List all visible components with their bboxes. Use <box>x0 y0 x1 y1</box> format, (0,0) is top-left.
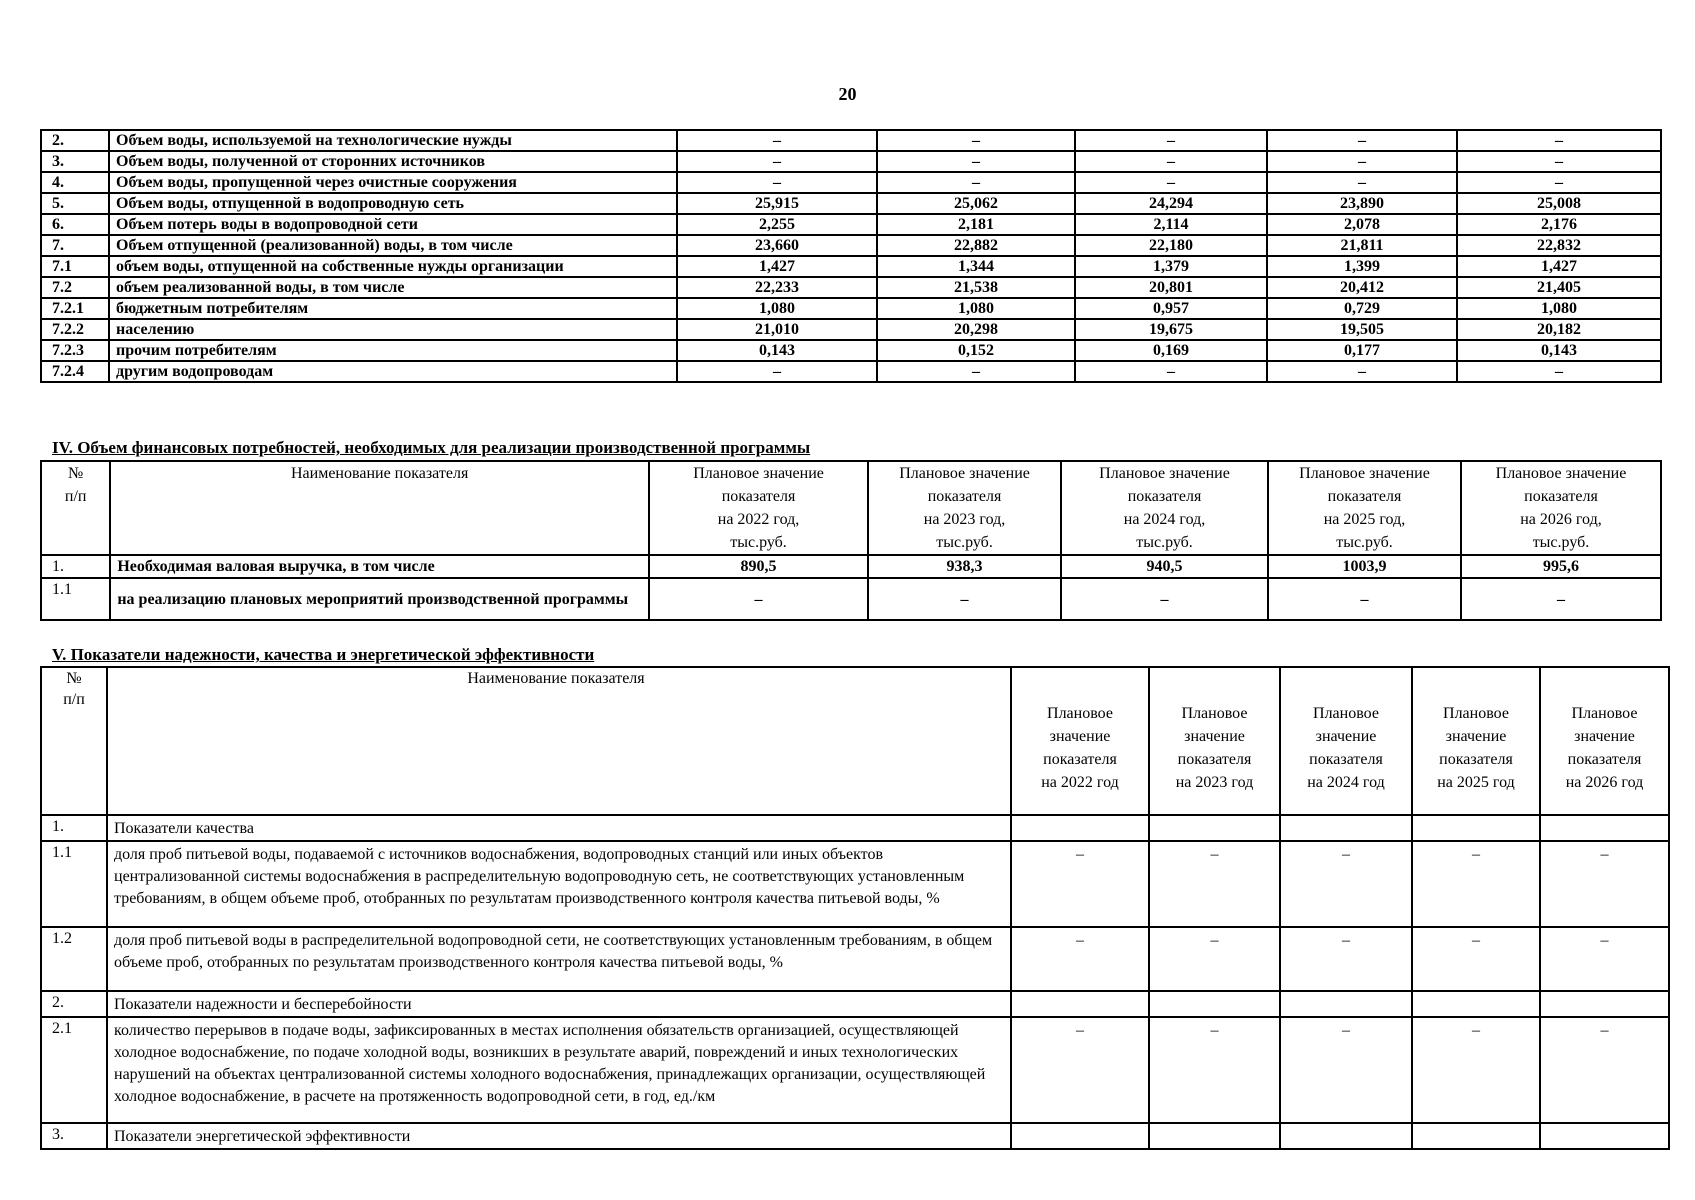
row-name: Объем потерь воды в водопроводной сети <box>109 214 677 235</box>
table-row <box>41 151 1661 172</box>
row-name: бюджетным потребителям <box>109 298 677 319</box>
row-num: 5. <box>41 193 109 214</box>
row-value: – <box>1075 172 1267 193</box>
row-num: 2.1 <box>41 1017 107 1123</box>
reliability-indicators-table <box>40 666 1670 1150</box>
header-year: Плановое значение показателя на 2026 год <box>1540 667 1669 815</box>
row-value: – <box>1268 578 1461 620</box>
row-value: – <box>677 172 877 193</box>
row-value <box>1412 991 1540 1017</box>
table-row <box>41 298 1661 319</box>
table-row <box>41 256 1661 277</box>
page-number: 20 <box>838 84 857 104</box>
header-num: № п/п <box>41 461 110 555</box>
row-num: 2. <box>41 991 107 1017</box>
row-value <box>1149 1123 1280 1149</box>
row-value: 2,255 <box>677 214 877 235</box>
row-value <box>1011 815 1149 841</box>
row-value: – <box>1540 927 1669 991</box>
row-value: 20,801 <box>1075 277 1267 298</box>
row-value: 0,143 <box>677 340 877 361</box>
table-row <box>41 927 1669 991</box>
row-name: количество перерывов в подаче воды, зафиксированных в местах исполнения обязательств организацией, осуществляющей холодное водоснабжение, по подаче холодной воды, возникших в результате аварий, повреждений и иных технологических нарушений на объектах централизованной системы холодного водоснабжения, принадлежащих организации, осуществляющей холодное водоснабжение, в расчете на протяженность водопроводной сети, в год, ед./км <box>107 1017 1011 1123</box>
row-value <box>1412 815 1540 841</box>
table-row <box>41 361 1661 382</box>
table-row <box>41 214 1661 235</box>
header-year: Плановое значение показателя на 2024 год <box>1280 667 1412 815</box>
table-row <box>41 578 1661 620</box>
section-iv-title: IV. Объем финансовых потребностей, необходимых для реализации производственной программы <box>52 438 811 457</box>
table-row <box>41 841 1669 927</box>
table-row <box>41 815 1669 841</box>
row-value <box>1540 1123 1669 1149</box>
header-num: № п/п <box>41 667 107 815</box>
row-name: доля проб питьевой воды, подаваемой с источников водоснабжения, водопроводных станций или иных объектов централизованной системы водоснабжения в распределительную водопроводную сеть, не соответствующих установленным требованиям, в общем объеме проб, отобранных по результатам производственного контроля качества питьевой воды, % <box>107 841 1011 927</box>
row-value: – <box>677 151 877 172</box>
financial-needs-table <box>40 460 1662 621</box>
row-num: 7.2.4 <box>41 361 109 382</box>
row-value: 21,405 <box>1457 277 1661 298</box>
row-name: Объем воды, пропущенной через очистные сооружения <box>109 172 677 193</box>
header-year: Плановое значение показателя на 2022 год, тыс.руб. <box>649 461 868 555</box>
row-num: 1. <box>41 555 110 578</box>
row-value: – <box>1075 361 1267 382</box>
row-value: 21,811 <box>1267 235 1457 256</box>
row-name: объем воды, отпущенной на собственные нужды организации <box>109 256 677 277</box>
row-value: – <box>1412 1017 1540 1123</box>
row-value: – <box>1457 151 1661 172</box>
row-value: 1,080 <box>877 298 1075 319</box>
row-value <box>1011 991 1149 1017</box>
row-name: Объем воды, полученной от сторонних источников <box>109 151 677 172</box>
row-name: Объем воды, отпущенной в водопроводную сеть <box>109 193 677 214</box>
row-value: 24,294 <box>1075 193 1267 214</box>
row-num: 1. <box>41 815 107 841</box>
row-value: 20,182 <box>1457 319 1661 340</box>
row-name: Объем отпущенной (реализованной) воды, в том числе <box>109 235 677 256</box>
table-row <box>41 235 1661 256</box>
row-value <box>1280 991 1412 1017</box>
row-value: – <box>877 151 1075 172</box>
row-value: 995,6 <box>1461 555 1661 578</box>
row-value: 22,180 <box>1075 235 1267 256</box>
row-value: – <box>649 578 868 620</box>
row-value: 19,505 <box>1267 319 1457 340</box>
row-value: 20,298 <box>877 319 1075 340</box>
row-value: – <box>1075 130 1267 151</box>
table-row <box>41 340 1661 361</box>
row-value: 22,832 <box>1457 235 1661 256</box>
row-value: – <box>1267 172 1457 193</box>
row-value: 0,729 <box>1267 298 1457 319</box>
row-value: 25,915 <box>677 193 877 214</box>
table-row <box>41 277 1661 298</box>
header-year: Плановое значение показателя на 2022 год <box>1011 667 1149 815</box>
row-name: другим водопроводам <box>109 361 677 382</box>
row-name: доля проб питьевой воды в распределительной водопроводной сети, не соответствующих установленным требованиям, в общем объеме проб, отобранных по результатам производственного контроля качества питьевой воды, % <box>107 927 1011 991</box>
row-value: 940,5 <box>1061 555 1268 578</box>
row-value: – <box>1061 578 1268 620</box>
row-value: – <box>1075 151 1267 172</box>
row-value: 22,882 <box>877 235 1075 256</box>
row-name: Показатели энергетической эффективности <box>107 1123 1011 1149</box>
row-value: – <box>877 361 1075 382</box>
row-value: 2,114 <box>1075 214 1267 235</box>
row-num: 7.1 <box>41 256 109 277</box>
row-num: 1.1 <box>41 578 110 620</box>
table-header-row <box>41 667 1669 815</box>
row-value: 1,427 <box>1457 256 1661 277</box>
row-value: 0,169 <box>1075 340 1267 361</box>
row-num: 7.2 <box>41 277 109 298</box>
table-row <box>41 1017 1669 1123</box>
row-name: объем реализованной воды, в том числе <box>109 277 677 298</box>
row-value: – <box>1412 841 1540 927</box>
row-value: 19,675 <box>1075 319 1267 340</box>
row-value: – <box>1267 151 1457 172</box>
row-name: Показатели качества <box>107 815 1011 841</box>
row-name: Показатели надежности и бесперебойности <box>107 991 1011 1017</box>
row-value: 2,181 <box>877 214 1075 235</box>
row-value: 890,5 <box>649 555 868 578</box>
row-value: – <box>877 130 1075 151</box>
row-value: 1,080 <box>1457 298 1661 319</box>
row-num: 7.2.2 <box>41 319 109 340</box>
header-year: Плановое значение показателя на 2024 год, тыс.руб. <box>1061 461 1268 555</box>
row-name: Объем воды, используемой на технологические нужды <box>109 130 677 151</box>
row-value: – <box>1280 1017 1412 1123</box>
header-name: Наименование показателя <box>110 461 649 555</box>
row-value: 0,143 <box>1457 340 1661 361</box>
header-year: Плановое значение показателя на 2023 год, тыс.руб. <box>868 461 1061 555</box>
row-value: – <box>1412 927 1540 991</box>
row-value: 2,078 <box>1267 214 1457 235</box>
row-value <box>1280 815 1412 841</box>
row-value: – <box>1267 361 1457 382</box>
row-num: 6. <box>41 214 109 235</box>
row-num: 3. <box>41 151 109 172</box>
row-value: 23,660 <box>677 235 877 256</box>
table-row <box>41 319 1661 340</box>
row-num: 7.2.3 <box>41 340 109 361</box>
row-value: 22,233 <box>677 277 877 298</box>
row-value: 25,062 <box>877 193 1075 214</box>
row-value: – <box>1540 1017 1669 1123</box>
row-name: на реализацию плановых мероприятий производственной программы <box>110 578 649 620</box>
row-value <box>1149 991 1280 1017</box>
row-value: – <box>877 172 1075 193</box>
row-num: 7.2.1 <box>41 298 109 319</box>
row-num: 7. <box>41 235 109 256</box>
row-num: 3. <box>41 1123 107 1149</box>
row-value: 0,152 <box>877 340 1075 361</box>
row-value: – <box>868 578 1061 620</box>
row-value: 20,412 <box>1267 277 1457 298</box>
row-value: – <box>1461 578 1661 620</box>
row-value: 0,177 <box>1267 340 1457 361</box>
row-value: 21,538 <box>877 277 1075 298</box>
header-year: Плановое значение показателя на 2025 год, тыс.руб. <box>1268 461 1461 555</box>
row-value: 23,890 <box>1267 193 1457 214</box>
header-year: Плановое значение показателя на 2026 год, тыс.руб. <box>1461 461 1661 555</box>
section-v-title: V. Показатели надежности, качества и энергетической эффективности <box>52 645 595 664</box>
row-name: населению <box>109 319 677 340</box>
row-value: 1,344 <box>877 256 1075 277</box>
table-row <box>41 991 1669 1017</box>
row-value <box>1011 1123 1149 1149</box>
row-value: 21,010 <box>677 319 877 340</box>
row-value: – <box>1149 1017 1280 1123</box>
row-num: 2. <box>41 130 109 151</box>
row-num: 1.1 <box>41 841 107 927</box>
row-value <box>1412 1123 1540 1149</box>
header-year: Плановое значение показателя на 2023 год <box>1149 667 1280 815</box>
row-value: – <box>1457 361 1661 382</box>
table-row <box>41 555 1661 578</box>
row-value: – <box>1457 130 1661 151</box>
row-value: – <box>1280 927 1412 991</box>
row-value <box>1540 991 1669 1017</box>
row-value: 1,379 <box>1075 256 1267 277</box>
row-value: – <box>1457 172 1661 193</box>
table-row <box>41 172 1661 193</box>
row-value <box>1149 815 1280 841</box>
row-num: 4. <box>41 172 109 193</box>
row-value: – <box>1011 1017 1149 1123</box>
table-row <box>41 193 1661 214</box>
row-value: – <box>1540 841 1669 927</box>
water-volumes-table <box>40 129 1662 383</box>
row-value: 1003,9 <box>1268 555 1461 578</box>
table-row <box>41 1123 1669 1149</box>
row-name: прочим потребителям <box>109 340 677 361</box>
header-name: Наименование показателя <box>107 667 1011 815</box>
header-year: Плановое значение показателя на 2025 год <box>1412 667 1540 815</box>
row-value: 1,399 <box>1267 256 1457 277</box>
row-value: 2,176 <box>1457 214 1661 235</box>
row-value <box>1280 1123 1412 1149</box>
table-header-row <box>41 461 1661 555</box>
row-name: Необходимая валовая выручка, в том числе <box>110 555 649 578</box>
row-value: – <box>1280 841 1412 927</box>
row-value: – <box>1011 927 1149 991</box>
row-value: 0,957 <box>1075 298 1267 319</box>
row-value: – <box>1149 841 1280 927</box>
row-value: – <box>1011 841 1149 927</box>
row-value: – <box>1267 130 1457 151</box>
row-value: 1,427 <box>677 256 877 277</box>
row-value: 1,080 <box>677 298 877 319</box>
row-value: – <box>677 361 877 382</box>
row-num: 1.2 <box>41 927 107 991</box>
row-value: – <box>1149 927 1280 991</box>
row-value <box>1540 815 1669 841</box>
row-value: 25,008 <box>1457 193 1661 214</box>
row-value: 938,3 <box>868 555 1061 578</box>
row-value: – <box>677 130 877 151</box>
table-row <box>41 130 1661 151</box>
